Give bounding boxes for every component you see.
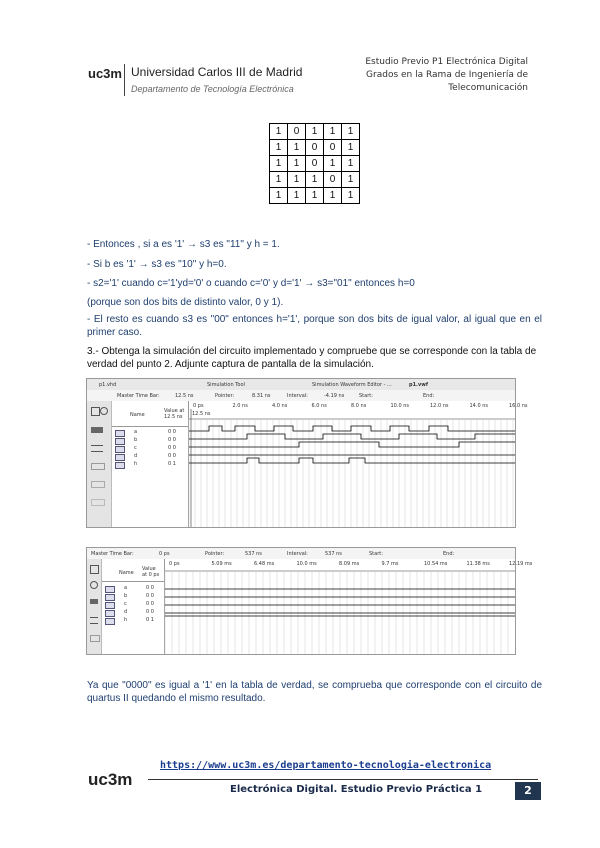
table-cell: 1 bbox=[342, 140, 360, 156]
signal-trace bbox=[189, 458, 515, 463]
time-tick-label: 10.54 ms bbox=[424, 561, 448, 567]
text-tool-icon[interactable] bbox=[91, 427, 103, 433]
table-cell: 1 bbox=[306, 172, 324, 188]
pointer-label: Pointer: bbox=[215, 393, 235, 399]
table-cell: 1 bbox=[324, 188, 342, 204]
course-line: Grados en la Rama de Ingeniería de bbox=[366, 70, 528, 80]
signal-value: 0 0 bbox=[168, 453, 176, 459]
column-header-value: Value at 0 ps bbox=[142, 566, 160, 578]
signal-pin-icon bbox=[115, 462, 125, 469]
waveform-tool-icon[interactable] bbox=[90, 617, 98, 624]
table-cell: 1 bbox=[288, 140, 306, 156]
interval-value: 537 ns bbox=[325, 551, 342, 557]
paragraph: - Si b es '1' → s3 es "10" y h=0. bbox=[87, 259, 227, 270]
tab-waveform-editor[interactable]: Simulation Waveform Editor - ... bbox=[312, 382, 392, 388]
tab-vwf[interactable]: p1.vwf bbox=[409, 382, 429, 388]
signal-value: 0 1 bbox=[146, 617, 154, 623]
signal-pin-icon bbox=[115, 454, 125, 461]
signal-pin-icon bbox=[105, 610, 115, 617]
simulation-window-1 bbox=[86, 378, 528, 528]
signal-value: 0 0 bbox=[168, 437, 176, 443]
time-tick-label: 6.0 ns bbox=[311, 403, 327, 409]
sim2-tool-column bbox=[87, 559, 102, 654]
time-tick-label: 11.38 ms bbox=[466, 561, 490, 567]
end-label: End: bbox=[443, 551, 455, 557]
interval-label: Interval: bbox=[287, 551, 308, 557]
table-cell: 1 bbox=[288, 156, 306, 172]
waveform-plot-1 bbox=[189, 401, 528, 527]
time-tick-label: 10.0 ns bbox=[390, 403, 409, 409]
signal-trace bbox=[189, 442, 515, 447]
table-cell: 0 bbox=[324, 140, 342, 156]
count-tool-icon[interactable] bbox=[91, 499, 105, 506]
master-time-label: Master Time Bar: bbox=[117, 393, 160, 399]
time-tick-label: 8.09 ms bbox=[339, 561, 360, 567]
sim-tool-column bbox=[87, 401, 112, 527]
signal-name[interactable]: c bbox=[124, 601, 127, 607]
pointer-tool-icon[interactable] bbox=[90, 565, 99, 574]
signal-pin-icon bbox=[115, 438, 125, 445]
footer-divider bbox=[148, 779, 538, 780]
table-cell: 1 bbox=[342, 156, 360, 172]
footer-logo: uc3m bbox=[88, 770, 133, 789]
time-tick-label: 4.0 ns bbox=[272, 403, 288, 409]
signal-name[interactable]: c bbox=[134, 445, 137, 451]
pointer-tool-icon[interactable] bbox=[91, 407, 100, 416]
start-label: Start: bbox=[359, 393, 373, 399]
page-number: 2 bbox=[515, 782, 541, 800]
table-cell: 1 bbox=[306, 188, 324, 204]
table-cell: 1 bbox=[324, 156, 342, 172]
conclusion-text: Ya que "0000" es igual a '1' en la tabla de verdad, se comprueba que corresponde con el circuito de quartus II quedando el mismo resultado. bbox=[87, 680, 542, 704]
table-row bbox=[270, 188, 360, 204]
zoom-tool-icon[interactable] bbox=[100, 407, 108, 415]
paragraph: - Entonces , si a es '1' → s3 es "11" y h = 1. bbox=[87, 239, 280, 250]
paragraph: - s2='1' cuando c='1'yd='0' o cuando c='0' y d='1' → s3="01" entonces h=0 bbox=[87, 278, 415, 289]
table-cell: 1 bbox=[342, 172, 360, 188]
table-cell: 1 bbox=[270, 124, 288, 140]
tab-vhd[interactable]: p1.vhd bbox=[99, 382, 117, 388]
time-tick-label: 14.0 ns bbox=[469, 403, 488, 409]
table-row bbox=[270, 124, 360, 140]
column-header-value: Value at 12.5 ns bbox=[164, 408, 185, 420]
interval-label: Interval: bbox=[287, 393, 308, 399]
time-tick-label: 12.0 ns bbox=[430, 403, 449, 409]
table-cell: 1 bbox=[270, 140, 288, 156]
signal-pin-icon bbox=[105, 586, 115, 593]
header-divider bbox=[124, 64, 125, 96]
table-cell: 1 bbox=[342, 188, 360, 204]
column-header-name: Name bbox=[119, 570, 134, 576]
question-text: 3.- Obtenga la simulación del circuito implementado y compruebe que se corresponde con la tabla de verdad del punto 2. Adjunte captura de pantalla de la simulación. bbox=[87, 346, 537, 370]
table-cell: 1 bbox=[270, 172, 288, 188]
signal-value: 0 1 bbox=[168, 461, 176, 467]
table-cell: 1 bbox=[270, 156, 288, 172]
department-name: Departamento de Tecnología Electrónica bbox=[131, 84, 294, 94]
clock-tool-icon[interactable] bbox=[91, 481, 105, 488]
paragraph: (porque son dos bits de distinto valor, 0 y 1). bbox=[87, 297, 284, 308]
time-tick-label: 0 ps bbox=[193, 403, 204, 409]
pointer-label: Pointer: bbox=[205, 551, 225, 557]
course-line: Telecomunicación bbox=[448, 83, 528, 93]
signal-value: 0 0 bbox=[168, 445, 176, 451]
signal-value: 0 0 bbox=[146, 601, 154, 607]
table-row bbox=[270, 172, 360, 188]
signal-name[interactable]: b bbox=[134, 437, 138, 443]
table-row bbox=[270, 140, 360, 156]
time-tick-label: 0 ps bbox=[169, 561, 180, 567]
signal-name[interactable]: a bbox=[124, 585, 128, 591]
waveform-plot-2 bbox=[165, 559, 533, 654]
sim2-wave-panel bbox=[165, 559, 533, 654]
table-cell: 1 bbox=[270, 188, 288, 204]
signal-pin-icon bbox=[115, 430, 125, 437]
signal-name[interactable]: h bbox=[134, 461, 138, 467]
signal-value: 0 0 bbox=[146, 585, 154, 591]
sim-wave-panel bbox=[189, 401, 528, 527]
value-tool-icon[interactable] bbox=[90, 635, 100, 642]
signal-pin-icon bbox=[105, 602, 115, 609]
university-name: Universidad Carlos III de Madrid bbox=[131, 65, 303, 79]
signal-pin-icon bbox=[105, 594, 115, 601]
pointer-value: 8.31 ns bbox=[252, 393, 271, 399]
sim-name-panel bbox=[112, 401, 189, 527]
signal-name[interactable]: h bbox=[124, 617, 128, 623]
signal-pin-icon bbox=[105, 618, 115, 625]
signal-name[interactable]: d bbox=[134, 453, 138, 459]
start-label: Start: bbox=[369, 551, 383, 557]
time-tick-label: 2.0 ns bbox=[232, 403, 248, 409]
pointer-value: 537 ns bbox=[245, 551, 262, 557]
tab-simulation-tool[interactable]: Simulation Tool bbox=[207, 382, 245, 388]
table-cell: 1 bbox=[342, 124, 360, 140]
signal-name[interactable]: b bbox=[124, 593, 128, 599]
signal-trace bbox=[189, 426, 515, 431]
table-row bbox=[270, 156, 360, 172]
table-cell: 1 bbox=[288, 172, 306, 188]
time-tick-label: 9.7 ms bbox=[381, 561, 399, 567]
signal-value: 0 0 bbox=[146, 609, 154, 615]
table-cell: 0 bbox=[288, 124, 306, 140]
zoom-tool-icon[interactable] bbox=[90, 581, 98, 589]
signal-value: 0 0 bbox=[146, 593, 154, 599]
footer-link[interactable]: https://www.uc3m.es/departamento-tecnologia-electronica bbox=[160, 760, 492, 771]
course-line: Estudio Previo P1 Electrónica Digital bbox=[365, 57, 528, 67]
master-time-value[interactable]: 12.5 ns bbox=[175, 393, 194, 399]
time-tick-label: 8.0 ns bbox=[351, 403, 367, 409]
table-cell: 1 bbox=[324, 124, 342, 140]
time-tick-label: 12.19 ms bbox=[509, 561, 533, 567]
signal-value: 0 0 bbox=[168, 429, 176, 435]
signal-pin-icon bbox=[115, 446, 125, 453]
column-header-name: Name bbox=[130, 412, 145, 418]
cursor-label: 12.5 ns bbox=[192, 411, 211, 417]
footer-title: Electrónica Digital. Estudio Previo Práctica 1 bbox=[230, 784, 483, 795]
table-cell: 0 bbox=[306, 140, 324, 156]
master-time-label: Master Time Bar: bbox=[91, 551, 134, 557]
end-label: End: bbox=[423, 393, 435, 399]
course-info bbox=[298, 56, 528, 95]
time-tick-label: 16.0 ns bbox=[509, 403, 528, 409]
header-logo: uc3m bbox=[88, 66, 122, 81]
table-cell: 1 bbox=[306, 124, 324, 140]
signal-trace bbox=[189, 434, 515, 439]
waveform-tool-icon[interactable] bbox=[91, 445, 103, 452]
paragraph: - El resto es cuando s3 es "00" entonces h='1', porque son dos bits de igual valor, al igual que en el primer caso. bbox=[87, 314, 542, 338]
sim2-name-panel bbox=[102, 559, 165, 654]
interval-value: -4.19 ns bbox=[324, 393, 345, 399]
signal-name[interactable]: d bbox=[124, 609, 128, 615]
table-cell: 0 bbox=[324, 172, 342, 188]
signal-name[interactable]: a bbox=[134, 429, 138, 435]
truth-table bbox=[269, 123, 360, 204]
master-time-value[interactable]: 0 ps bbox=[159, 551, 170, 557]
simulation-window-2 bbox=[86, 547, 533, 655]
table-cell: 1 bbox=[288, 188, 306, 204]
value-tool-icon[interactable] bbox=[91, 463, 105, 470]
table-cell: 0 bbox=[306, 156, 324, 172]
time-tick-label: 10.0 ms bbox=[296, 561, 317, 567]
time-tick-label: 6.48 ms bbox=[254, 561, 275, 567]
text-tool-icon[interactable] bbox=[90, 599, 98, 604]
time-tick-label: 5.09 ms bbox=[211, 561, 232, 567]
